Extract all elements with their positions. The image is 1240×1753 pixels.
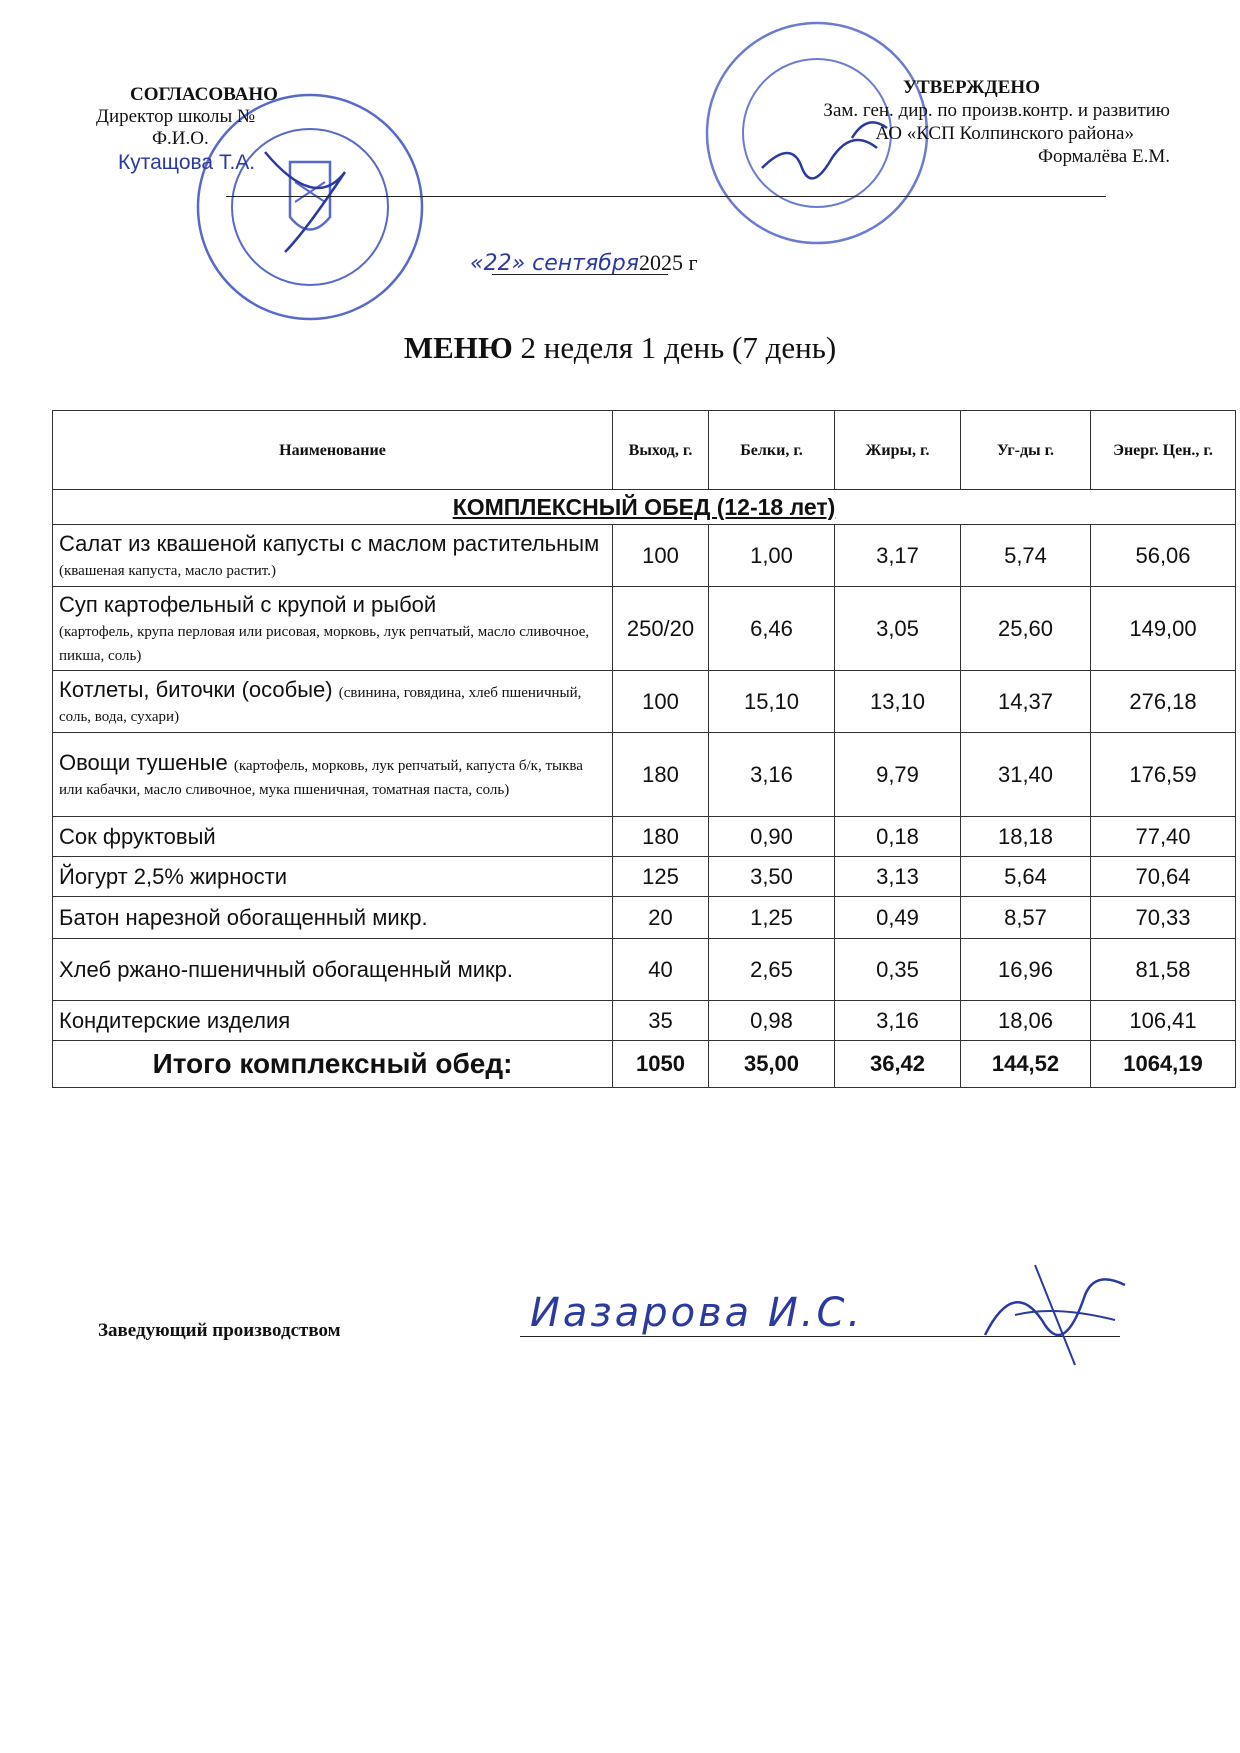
dish-fat: 9,79 [835, 733, 961, 817]
total-fat: 36,42 [835, 1041, 961, 1088]
approved-signer: Формалёва Е.М. [1037, 146, 1170, 167]
dish-fat: 0,49 [835, 897, 961, 939]
approved-position: Зам. ген. дир. по произв.контр. и развитию [823, 100, 1170, 121]
dish-energy: 149,00 [1091, 587, 1236, 671]
dish-name: Хлеб ржано-пшеничный обогащенный микр. [53, 939, 613, 1001]
dish-energy: 276,18 [1091, 671, 1236, 733]
handwritten-signature-mark [975, 1255, 1135, 1375]
dish-carbs: 5,74 [961, 525, 1091, 587]
dish-carbs: 5,64 [961, 857, 1091, 897]
approved-block [690, 76, 1170, 168]
table-row [53, 897, 1236, 939]
dish-yield: 20 [613, 897, 709, 939]
approval-date [470, 250, 698, 276]
dish-protein: 3,50 [709, 857, 835, 897]
table-row [53, 733, 1236, 817]
dish-energy: 56,06 [1091, 525, 1236, 587]
dish-yield: 180 [613, 817, 709, 857]
dish-carbs: 14,37 [961, 671, 1091, 733]
dish-yield: 100 [613, 671, 709, 733]
dish-protein: 2,65 [709, 939, 835, 1001]
dish-carbs: 18,06 [961, 1001, 1091, 1041]
dish-energy: 70,33 [1091, 897, 1236, 939]
agreed-fio: Ф.И.О. [152, 128, 209, 149]
approved-title: УТВЕРЖДЕНО [903, 77, 1040, 98]
header-energy: Энерг. Цен., г. [1091, 411, 1236, 490]
table-row [53, 1001, 1236, 1041]
dish-protein: 1,25 [709, 897, 835, 939]
dish-yield: 100 [613, 525, 709, 587]
page-title [0, 330, 1240, 366]
dish-fat: 0,18 [835, 817, 961, 857]
header-protein: Белки, г. [709, 411, 835, 490]
dish-energy: 81,58 [1091, 939, 1236, 1001]
agreed-title: СОГЛАСОВАНО [130, 84, 278, 105]
dish-name: Сок фруктовый [53, 817, 613, 857]
agreed-block [90, 84, 450, 174]
date-handwritten: «22» сентября [470, 251, 639, 276]
total-carbs: 144,52 [961, 1041, 1091, 1088]
total-energy: 1064,19 [1091, 1041, 1236, 1088]
table-row [53, 939, 1236, 1001]
dish-yield: 40 [613, 939, 709, 1001]
agreed-position: Директор школы № [96, 106, 256, 127]
table-row [53, 671, 1236, 733]
date-rule [492, 274, 668, 275]
dish-name: Батон нарезной обогащенный микр. [53, 897, 613, 939]
section-row [53, 490, 1236, 525]
signature-rule [226, 196, 1106, 197]
section-title: КОМПЛЕКСНЫЙ ОБЕД (12-18 лет) [53, 490, 1236, 525]
total-yield: 1050 [613, 1041, 709, 1088]
dish-fat: 3,05 [835, 587, 961, 671]
agreed-signer: Кутащова Т.А. [118, 151, 256, 174]
dish-fat: 13,10 [835, 671, 961, 733]
approved-org: АО «КСП Колпинского района» [875, 123, 1134, 144]
dish-yield: 180 [613, 733, 709, 817]
header-fat: Жиры, г. [835, 411, 961, 490]
total-row [53, 1041, 1236, 1088]
menu-table [52, 410, 1236, 1088]
dish-protein: 15,10 [709, 671, 835, 733]
dish-name: Кондитерские изделия [53, 1001, 613, 1041]
dish-energy: 176,59 [1091, 733, 1236, 817]
dish-fat: 3,17 [835, 525, 961, 587]
dish-protein: 0,90 [709, 817, 835, 857]
title-rest: 2 неделя 1 день (7 день) [512, 330, 837, 365]
dish-name: Овощи тушеные [59, 749, 228, 775]
table-row [53, 857, 1236, 897]
dish-name: Котлеты, биточки (особые) [59, 676, 333, 702]
header-yield: Выход, г. [613, 411, 709, 490]
total-label: Итого комплексный обед: [53, 1041, 613, 1088]
dish-composition: (свинина, говядина, хлеб пшеничный, соль, вода, сухари) [59, 684, 582, 725]
dish-fat: 0,35 [835, 939, 961, 1001]
dish-carbs: 8,57 [961, 897, 1091, 939]
production-manager-signature: Иазарова И.С. [530, 1290, 864, 1336]
dish-composition: (картофель, морковь, лук репчатый, капуста б/к, тыква или кабачки, масло сливочное, мука пшеничная, томатная паста, соль) [59, 757, 583, 798]
dish-name: Йогурт 2,5% жирности [53, 857, 613, 897]
dish-protein: 3,16 [709, 733, 835, 817]
dish-energy: 106,41 [1091, 1001, 1236, 1041]
dish-protein: 6,46 [709, 587, 835, 671]
dish-carbs: 31,40 [961, 733, 1091, 817]
dish-yield: 35 [613, 1001, 709, 1041]
dish-composition: (квашеная капуста, масло растит.) [59, 562, 276, 579]
dish-carbs: 18,18 [961, 817, 1091, 857]
dish-protein: 0,98 [709, 1001, 835, 1041]
dish-protein: 1,00 [709, 525, 835, 587]
dish-composition: (картофель, крупа перловая или рисовая, морковь, лук репчатый, масло сливочное, пикша, соль) [59, 623, 590, 664]
dish-energy: 77,40 [1091, 817, 1236, 857]
table-row [53, 587, 1236, 671]
dish-yield: 250/20 [613, 587, 709, 671]
dish-name: Суп картофельный с крупой и рыбой [59, 591, 437, 617]
dish-fat: 3,13 [835, 857, 961, 897]
dish-carbs: 25,60 [961, 587, 1091, 671]
table-row [53, 817, 1236, 857]
header-carbs: Уг-ды г. [961, 411, 1091, 490]
total-protein: 35,00 [709, 1041, 835, 1088]
date-year: 2025 г [638, 250, 698, 275]
dish-carbs: 16,96 [961, 939, 1091, 1001]
dish-name: Салат из квашеной капусты с маслом растительным [59, 530, 600, 556]
production-manager-label: Заведующий производством [98, 1320, 341, 1341]
dish-energy: 70,64 [1091, 857, 1236, 897]
dish-fat: 3,16 [835, 1001, 961, 1041]
table-row [53, 525, 1236, 587]
title-bold: МЕНЮ [403, 330, 513, 365]
dish-yield: 125 [613, 857, 709, 897]
header-name: Наименование [53, 411, 613, 490]
table-header-row [53, 411, 1236, 490]
